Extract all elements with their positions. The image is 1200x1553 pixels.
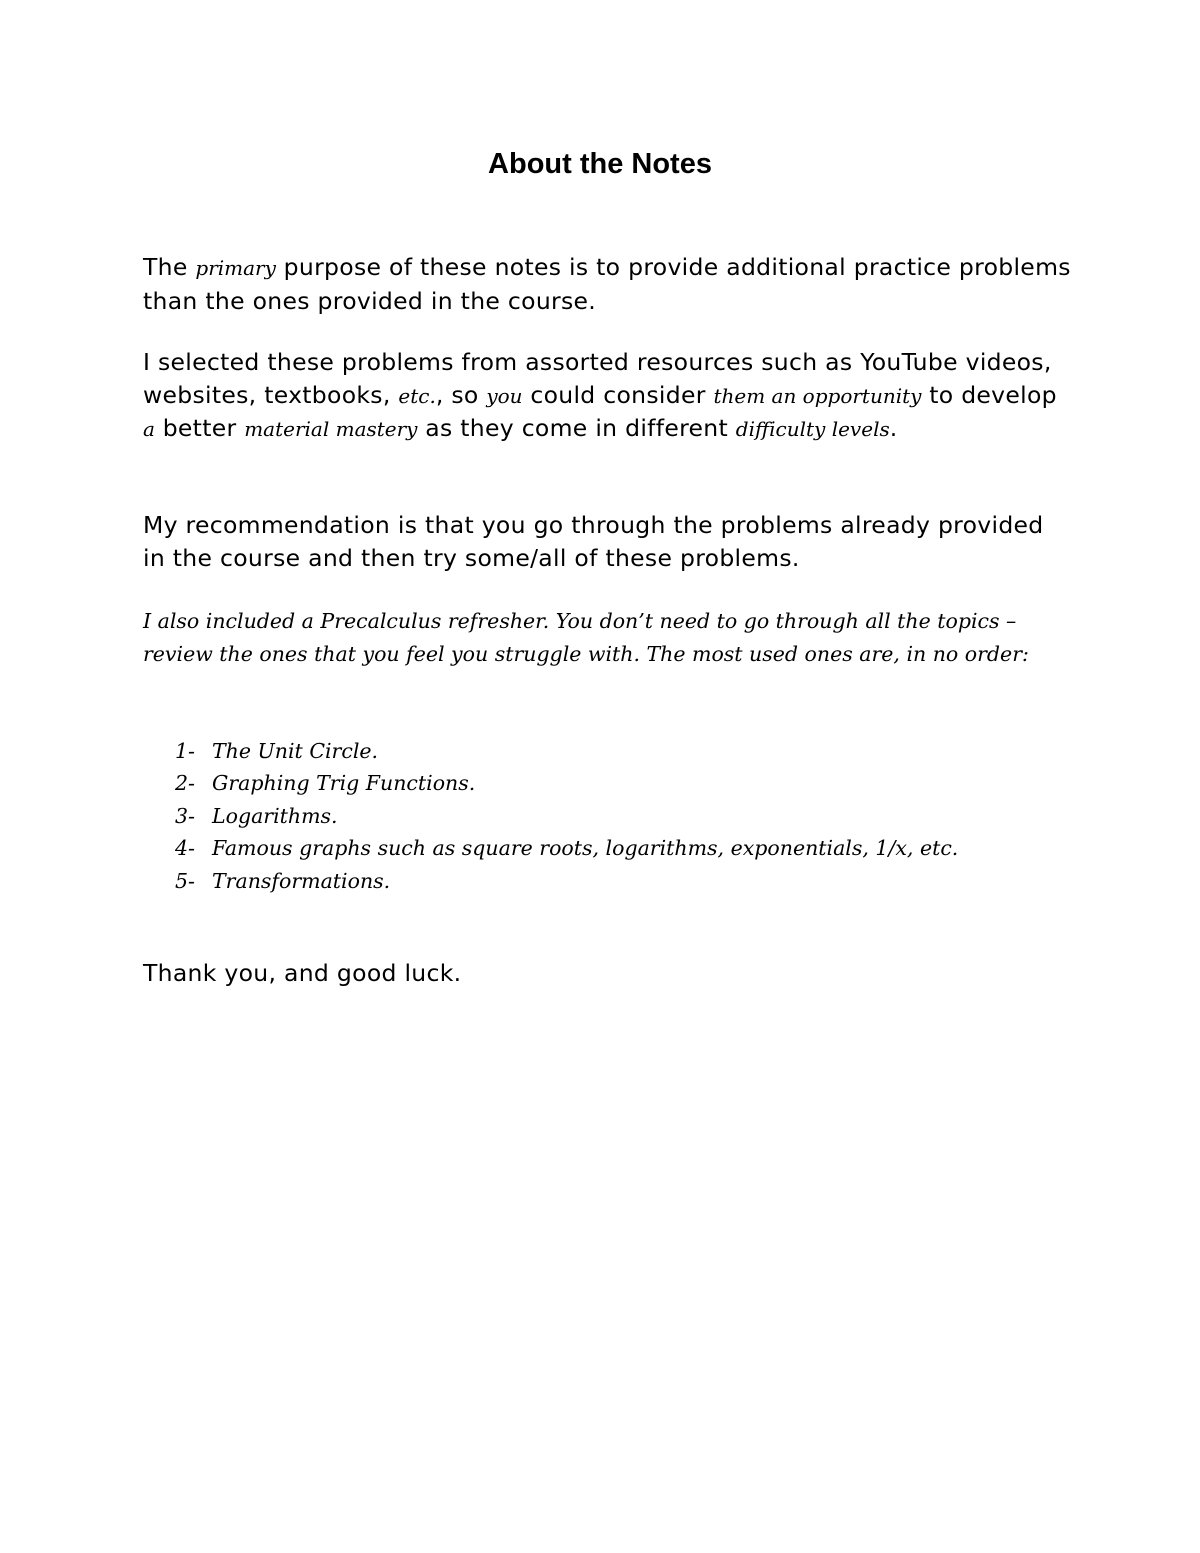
sources-paragraph [143,346,1073,446]
sources-emphasis-a: a [143,417,155,441]
topic-list [175,735,958,897]
list-item-number: 2- [175,771,195,796]
sources-text-7: . [889,414,898,442]
purpose-text-2: purpose of these notes is to provide additional practice problems than the ones provided in the course. [143,253,1071,315]
purpose-emphasis-primary: primary [195,256,276,280]
refresher-paragraph: I also included a Precalculus refresher. You don’t need to go through all the topics –review the ones that you feel you struggle with. The most used ones are, in no order: [143,609,1029,666]
sources-emphasis-difficulty: difficulty levels [735,417,890,441]
list-item-text: Logarithms. [212,803,338,828]
list-item [175,767,958,799]
sources-emphasis-etc: etc. [398,383,436,408]
sources-text-5: better [154,414,245,442]
list-item-number: 5- [175,868,195,893]
page-title: About the Notes [488,148,712,180]
sources-emphasis-opportunity: them an opportunity [713,383,922,408]
list-item-text: The Unit Circle. [212,739,379,763]
sources-emphasis-you: you [486,383,523,408]
list-item-text: Famous graphs such as square roots, logarithms, exponentials, 1/x, etc. [212,836,959,861]
sources-text-2: , so [435,380,487,409]
list-item [175,800,958,832]
list-item [175,735,958,767]
sources-text-6: as they come in different [417,414,736,442]
closing-line: Thank you, and good luck. [143,959,462,987]
sources-text-3: could consider [522,380,714,409]
list-item-text: Transformations. [212,868,391,893]
list-item-number: 4- [175,836,195,861]
list-item-number: 3- [175,803,195,828]
purpose-paragraph [143,251,1073,317]
list-item-number: 1- [175,739,195,763]
sources-emphasis-mastery: material mastery [244,417,418,441]
list-item-text: Graphing Trig Functions. [212,771,476,796]
list-item [175,865,958,897]
sources-text-4: to develop [921,380,1057,409]
sources-text-1: I selected these problems from assorted resources such as YouTube videos, websites, textbooks, [143,348,1052,409]
list-item [175,832,958,864]
recommendation-paragraph: My recommendation is that you go through the problems already provided in the course and then try some/all of these problems. [143,511,1044,572]
purpose-text-1: The [143,253,196,281]
